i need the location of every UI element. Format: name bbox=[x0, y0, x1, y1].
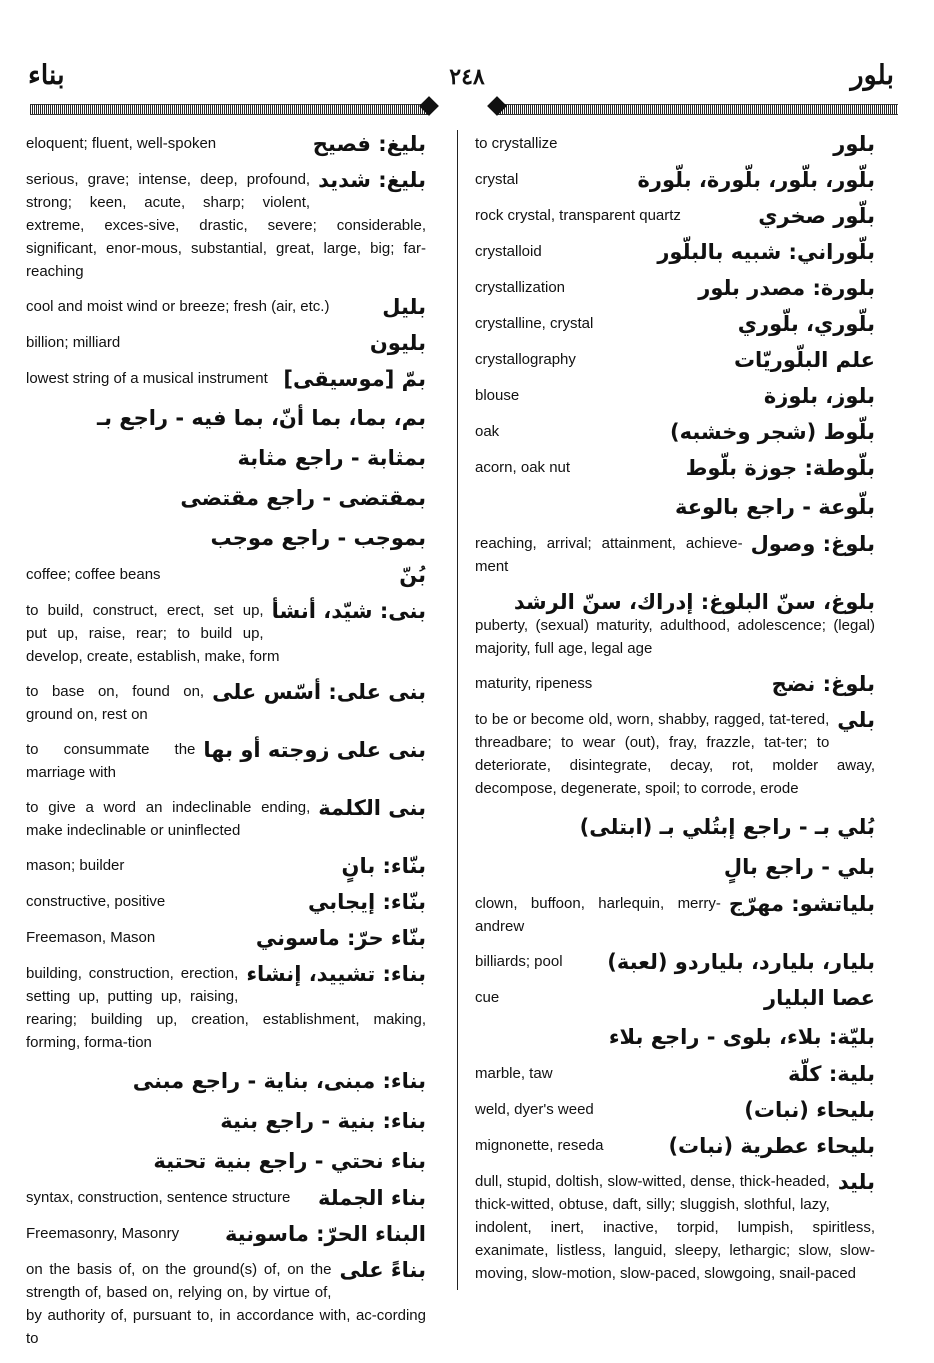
dictionary-entry bbox=[475, 708, 875, 800]
dictionary-entry bbox=[475, 384, 875, 408]
dictionary-entry bbox=[475, 1134, 875, 1158]
arabic-headword: بليحاء (نبات) bbox=[744, 1098, 875, 1122]
dictionary-entry bbox=[26, 331, 426, 355]
arabic-headword: بليار، بليارد، بلياردو (لعبة) bbox=[607, 950, 875, 974]
header-left-word: بناء bbox=[28, 60, 65, 91]
arabic-headword: بليغ: شديد bbox=[318, 168, 426, 192]
english-definition: puberty, (sexual) maturity, adulthood, adolescence; (legal) majority, full age, legal age bbox=[475, 617, 875, 657]
dictionary-entry bbox=[26, 563, 426, 587]
dictionary-entry bbox=[26, 1186, 426, 1210]
arabic-headword: بُنّ bbox=[399, 563, 426, 587]
dictionary-entry bbox=[475, 1170, 875, 1285]
english-definition: to build, construct, erect, set up, put up, raise, rear; to build up, develop, create, establish, make, form bbox=[26, 602, 280, 665]
dictionary-entry bbox=[475, 312, 875, 336]
english-definition: maturity, ripeness bbox=[475, 675, 593, 692]
arabic-headword: بلّور، بلّور، بلّورة، بلّورة bbox=[637, 168, 875, 192]
english-definition: cool and moist wind or breeze; fresh (air, etc.) bbox=[26, 298, 330, 315]
english-definition: marble, taw bbox=[475, 1065, 553, 1082]
dictionary-entry bbox=[26, 738, 426, 784]
page-number: ٢٤٨ bbox=[449, 64, 485, 90]
dictionary-entry bbox=[26, 890, 426, 914]
left-column bbox=[26, 132, 426, 1362]
cross-reference: بناء: بنية - راجع بنية bbox=[220, 1109, 426, 1133]
dictionary-entry bbox=[475, 456, 875, 480]
arabic-headword: بلوغ، سنّ البلوغ: إدراك، سنّ الرشد bbox=[513, 590, 875, 614]
english-definition: building, construction, erection, setting up, putting up, raising, rearing; building up, creation, establishment, making, forming, forma-tion bbox=[26, 965, 426, 1051]
dictionary-entry bbox=[26, 168, 426, 283]
english-definition: weld, dyer's weed bbox=[475, 1101, 594, 1118]
english-definition: reaching, arrival; attainment, achieve-ment bbox=[475, 535, 743, 575]
dictionary-entry bbox=[475, 892, 875, 938]
english-definition: crystal bbox=[475, 171, 519, 188]
header-right-word: بلور bbox=[850, 60, 894, 91]
dictionary-entry bbox=[475, 240, 875, 264]
english-definition: on the basis of, on the ground(s) of, on the strength of, based on, relying on, by virtue of, by authority of, pursuant to, in accordance with, ac-cording to bbox=[26, 1261, 426, 1347]
arabic-headword: علم البلّوريّات bbox=[733, 348, 875, 372]
column-divider bbox=[457, 130, 458, 1290]
arabic-headword: بلّور صخري bbox=[758, 204, 875, 228]
english-definition: constructive, positive bbox=[26, 893, 166, 910]
arabic-headword: بناءً على bbox=[339, 1258, 426, 1282]
arabic-headword: بناء: تشييد، إنشاء bbox=[246, 962, 426, 986]
english-definition: oak bbox=[475, 423, 500, 440]
english-definition: crystallization bbox=[475, 279, 566, 296]
dictionary-entry bbox=[26, 796, 426, 842]
dictionary-entry bbox=[475, 348, 875, 372]
arabic-headword: بلياتشو: مهرّج bbox=[728, 892, 875, 916]
arabic-headword: بلوز، بلوزة bbox=[763, 384, 875, 408]
dictionary-entry bbox=[475, 1098, 875, 1122]
dictionary-entry bbox=[26, 295, 426, 319]
english-definition: serious, grave; intense, deep, profound, strong; keen, acute, sharp; violent, extreme, exces-sive, drastic, severe; considerable, significant, enor-mous, substantial, great, large, big; far-reaching bbox=[26, 171, 426, 280]
cross-reference: بُلي بـ - راجع إبتُلي بـ (ابتلى) bbox=[579, 815, 875, 839]
english-definition: crystalline, crystal bbox=[475, 315, 594, 332]
arabic-headword: بلية: كلّة bbox=[788, 1062, 875, 1086]
dictionary-entry bbox=[26, 962, 426, 1054]
english-definition: eloquent; fluent, well-spoken bbox=[26, 135, 217, 152]
arabic-headword: بلوغ: نضج bbox=[771, 672, 875, 696]
arabic-headword: عصا البليار bbox=[763, 986, 875, 1010]
cross-reference: بمقتضى - راجع مقتضى bbox=[180, 486, 426, 510]
english-definition: Freemasonry, Masonry bbox=[26, 1225, 180, 1242]
english-definition: coffee; coffee beans bbox=[26, 566, 161, 583]
arabic-headword: بلي bbox=[837, 708, 875, 732]
arabic-headword: بلوغ: وصول bbox=[750, 532, 875, 556]
dictionary-entry bbox=[26, 1222, 426, 1246]
arabic-headword: بليون bbox=[369, 331, 426, 355]
english-definition: mason; builder bbox=[26, 857, 125, 874]
english-definition: to consummate the marriage with bbox=[26, 741, 196, 781]
arabic-headword: بنى على زوجته أو بها bbox=[203, 738, 426, 762]
arabic-headword: بمّ [موسيقى] bbox=[283, 367, 426, 391]
english-definition: lowest string of a musical instrument bbox=[26, 370, 268, 387]
dictionary-entry bbox=[475, 168, 875, 192]
dictionary-entry bbox=[26, 1258, 426, 1350]
arabic-headword: بلّوط (شجر وخشبه) bbox=[670, 420, 875, 444]
english-definition: rock crystal, transparent quartz bbox=[475, 207, 681, 224]
english-definition: blouse bbox=[475, 387, 520, 404]
cross-reference: بلي - راجع بالٍ bbox=[723, 855, 875, 879]
arabic-headword: بنى: شيّد، أنشأ bbox=[271, 599, 426, 623]
arabic-headword: بليد bbox=[837, 1170, 875, 1194]
cross-reference: بم، بما، بما أنّ، بما فيه - راجع بـ bbox=[96, 406, 426, 430]
dictionary-entry bbox=[475, 132, 875, 156]
arabic-headword: بلور bbox=[833, 132, 875, 156]
arabic-headword: بلّوراني: شبيه بالبلّور bbox=[657, 240, 875, 264]
english-definition: billiards; pool bbox=[475, 953, 563, 970]
english-definition: syntax, construction, sentence structure bbox=[26, 1189, 291, 1206]
cross-reference: بموجب - راجع موجب bbox=[210, 526, 426, 550]
arabic-headword: بلّوطة: جوزة بلّوط bbox=[685, 456, 875, 480]
arabic-headword: بنى على: أسّس على bbox=[212, 680, 426, 704]
arabic-headword: بلورة: مصدر بلور bbox=[698, 276, 875, 300]
dictionary-entry bbox=[26, 132, 426, 156]
english-definition: to give a word an indeclinable ending, make indeclinable or uninflected bbox=[26, 799, 311, 839]
english-definition: billion; milliard bbox=[26, 334, 121, 351]
cross-reference: بناء نحتي - راجع بنية تحتية bbox=[153, 1149, 426, 1173]
dictionary-entry bbox=[26, 926, 426, 950]
english-definition: clown, buffoon, harlequin, merry-andrew bbox=[475, 895, 721, 935]
arabic-headword: البناء الحرّ: ماسونية bbox=[224, 1222, 426, 1246]
english-definition: to crystallize bbox=[475, 135, 558, 152]
english-definition: cue bbox=[475, 989, 500, 1006]
dictionary-entry bbox=[475, 204, 875, 228]
dictionary-entry bbox=[26, 367, 426, 391]
english-definition: crystallography bbox=[475, 351, 576, 368]
cross-reference: بناء: مبنى، بناية - راجع مبنى bbox=[132, 1069, 426, 1093]
english-definition: to base on, found on, ground on, rest on bbox=[26, 683, 205, 723]
dictionary-entry bbox=[475, 590, 875, 660]
arabic-headword: بليل bbox=[382, 295, 426, 319]
header-rule-right bbox=[498, 104, 898, 115]
dictionary-entry bbox=[475, 950, 875, 974]
arabic-headword: بليغ: فصيح bbox=[312, 132, 426, 156]
cross-reference: بليّة: بلاء، بلوى - راجع بلاء bbox=[608, 1025, 875, 1049]
dictionary-entry bbox=[475, 1062, 875, 1086]
english-definition: mignonette, reseda bbox=[475, 1137, 604, 1154]
dictionary-entry bbox=[26, 599, 426, 668]
dictionary-entry bbox=[475, 672, 875, 696]
arabic-headword: بنّاء: بانٍ bbox=[341, 854, 426, 878]
arabic-headword: بنّاء: إيجابي bbox=[307, 890, 426, 914]
dictionary-entry bbox=[26, 680, 426, 726]
arabic-headword: بليحاء عطرية (نبات) bbox=[668, 1134, 875, 1158]
arabic-headword: بلّوري، بلّوري bbox=[737, 312, 875, 336]
dictionary-entry bbox=[475, 532, 875, 578]
english-definition: acorn, oak nut bbox=[475, 459, 571, 476]
english-definition: crystalloid bbox=[475, 243, 542, 260]
header-rule-left bbox=[30, 104, 428, 115]
cross-reference: بمثابة - راجع مثابة bbox=[237, 446, 426, 470]
dictionary-entry bbox=[26, 854, 426, 878]
english-definition: dull, stupid, doltish, slow-witted, dense, thick-headed, thick-witted, obtuse, daft, silly; sluggish, slothful, lazy, indolent, inert, inactive, torpid, lumpish, spiritless, exanimate, listless, languid, sleepy, lethargic; slow, slow-moving, slow-motion, slow-paced, slowgoing, snail-paced bbox=[475, 1173, 875, 1282]
dictionary-entry bbox=[475, 986, 875, 1010]
arabic-headword: بنى الكلمة bbox=[318, 796, 426, 820]
dictionary-entry bbox=[475, 420, 875, 444]
dictionary-entry bbox=[475, 276, 875, 300]
right-column bbox=[475, 132, 875, 1297]
cross-reference: بلّوعة - راجع بالوعة bbox=[674, 495, 875, 519]
arabic-headword: بناء الجملة bbox=[318, 1186, 426, 1210]
arabic-headword: بنّاء حرّ: ماسوني bbox=[255, 926, 426, 950]
english-definition: Freemason, Mason bbox=[26, 929, 156, 946]
english-definition: to be or become old, worn, shabby, ragged, tat-tered, threadbare; to wear (out), fray, frazzle, tat-ter; to deteriorate, disintegrate, decay, rot, molder away, decompose, degenerate, spoil; to corrode, erode bbox=[475, 711, 875, 797]
